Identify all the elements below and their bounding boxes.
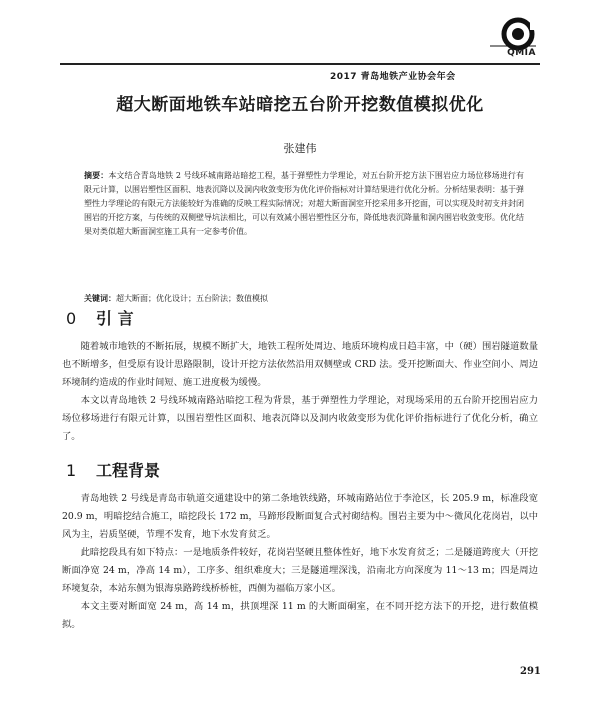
paragraph: 本文以青岛地铁 2 号线环城南路站暗挖工程为背景，基于弹塑性力学理论，对现场采用的五台阶开挖围岩应力场位移场进行有限元计算，以围岩塑性区面积、地表沉降以及洞内收敛变形为优化评价指标进行了优化分析，确立了。 xyxy=(62,395,538,442)
logo-text: QMIA xyxy=(507,48,536,58)
paragraph: 本文主要对断面宽 24 m，高 14 m，拱顶埋深 11 m 的大断面硐室，在不同开挖方法下的开挖，进行数值模拟。 xyxy=(62,601,538,630)
qmia-logo xyxy=(470,16,540,62)
header-rule xyxy=(60,63,540,65)
paragraph: 青岛地铁 2 号线是青岛市轨道交通建设中的第二条地铁线路，环城南路站位于李沧区，长 205.9 m，标准段宽 20.9 m，明暗挖结合施工，暗挖段长 172 m，马蹄形段断面复合式衬砌结构。围岩主要为中～微风化花岗岩，以中风为主，岩质坚硬，节理不发育，地下水发育贫乏。 xyxy=(62,493,538,540)
abstract-label: 摘要： xyxy=(84,170,109,180)
keywords-text: 超大断面；优化设计；五台阶法；数值模拟 xyxy=(116,294,268,303)
section-number: 1 xyxy=(66,461,77,480)
keywords-label: 关键词： xyxy=(84,293,116,303)
conference-title: 2017 青岛地铁产业协会年会 xyxy=(330,72,456,82)
abstract xyxy=(84,168,524,239)
page-header xyxy=(60,16,540,82)
page-number: 291 xyxy=(520,666,541,677)
paragraph: 随着城市地铁的不断拓展，规模不断扩大，地铁工程所处周边、地质环境构成日趋丰富，中（硬）围岩隧道数量也不断增多，但受原有设计思路限制，设计开挖方法依然沿用双侧壁或 CRD 法。受开挖断面大、作业空间小、周边环境制约造成的作业时间短、施工进度极为缓慢。 xyxy=(62,341,538,388)
section-heading-introduction xyxy=(66,306,134,329)
section-heading-background xyxy=(66,458,160,481)
author-name: 张建伟 xyxy=(283,142,317,155)
section-number: 0 xyxy=(66,309,77,328)
section-title: 工程背景 xyxy=(96,461,161,480)
abstract-text: 本文结合青岛地铁 2 号线环城南路站暗挖工程，基于弹塑性力学理论，对五台阶开挖方法下围岩应力场位移场进行有限元计算，以围岩塑性区面积、地表沉降以及洞内收敛变形为优化评价指标对计算结果进行优化分析。分析结果表明：基于弹塑性力学理论的有限元方法能较好为准确的反映工程实际情况；对超大断面洞室开挖采用多开挖面，可以实现及时初支并封闭围岩的开挖方案，与传统的双侧壁导坑法相比，可以有效减小围岩塑性区分布，降低地表沉降量和洞内围岩收敛变形。优化结果对类似超大断面洞室施工具有一定参考价值。 xyxy=(84,171,525,236)
keywords xyxy=(84,291,524,306)
section-title: 引 言 xyxy=(96,309,134,328)
paper-title: 超大断面地铁车站暗挖五台阶开挖数值模拟优化 xyxy=(116,95,484,115)
paragraph: 此暗挖段具有如下特点：一是地质条件较好，花岗岩坚硬且整体性好，地下水发育贫乏；二是隧道跨度大（开挖断面净宽 24 m，净高 14 m），工序多、组织难度大；三是隧道埋深浅，沿南北方向深度为 11～13 m；四是周边环境复杂，本站东侧为银海泉路跨线桥桥桩，西侧为福临万家小区。 xyxy=(62,547,538,594)
